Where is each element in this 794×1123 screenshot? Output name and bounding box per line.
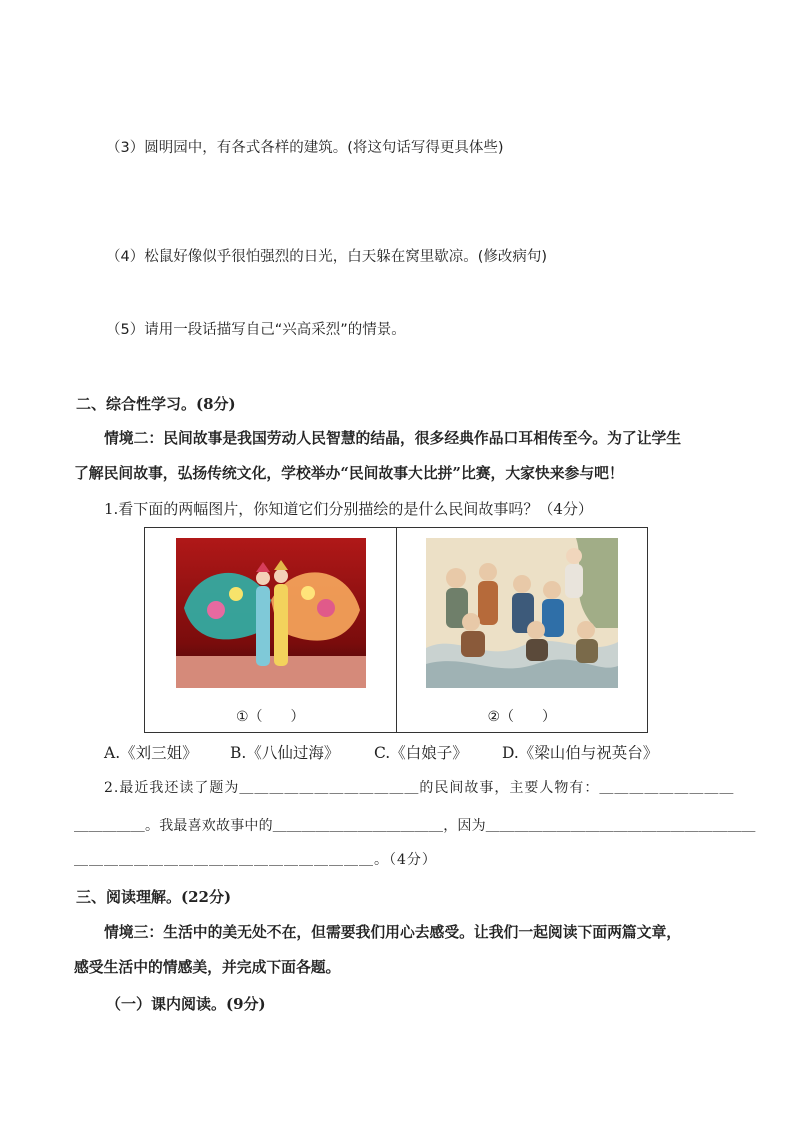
option-a: A.《刘三姐》: [104, 744, 198, 762]
picture-cell-2: [396, 528, 648, 733]
question-3: （3）圆明园中，有各式各样的建筑。(将这句话写得更具体些): [106, 140, 504, 156]
eight-immortals-picture: [426, 538, 618, 688]
section-2-question-2-line-3: ＿＿＿＿＿＿＿＿＿＿＿＿＿＿＿＿＿＿＿＿。（4分）: [74, 852, 437, 868]
opera-butterfly-picture: [176, 538, 366, 688]
section-2-heading: 二、综合性学习。(8分): [76, 395, 236, 413]
option-d: D.《梁山伯与祝英台》: [502, 744, 659, 762]
picture-cell-1: [145, 528, 397, 733]
picture-table: [144, 527, 648, 733]
option-c: C.《白娘子》: [374, 744, 468, 762]
scenario-2-line-1: 情境二：民间故事是我国劳动人民智慧的结晶，很多经典作品口耳相传至今。为了让学生: [104, 430, 682, 447]
section-3-subheading: （一）课内阅读。(9分): [106, 995, 266, 1013]
scenario-3-line-2: 感受生活中的情感美，并完成下面各题。: [74, 959, 341, 976]
section-2-question-2-line-2: ＿＿＿＿＿。我最喜欢故事中的＿＿＿＿＿＿＿＿＿＿＿＿，因为＿＿＿＿＿＿＿＿＿＿＿＿＿＿＿＿＿＿＿: [74, 818, 756, 834]
option-b: B.《八仙过海》: [230, 744, 340, 762]
section-2-question-2-line-1: 2.最近我还读了题为＿＿＿＿＿＿＿＿＿＿＿＿的民间故事，主要人物有：＿＿＿＿＿＿＿＿＿: [104, 780, 735, 796]
question-5: （5）请用一段话描写自己“兴高采烈”的情景。: [106, 322, 406, 338]
scenario-2-line-2: 了解民间故事，弘扬传统文化，学校举办“民间故事大比拼”比赛，大家快来参与吧！: [74, 465, 624, 482]
scenario-3-line-1: 情境三：生活中的美无处不在，但需要我们用心去感受。让我们一起阅读下面两篇文章，: [104, 924, 682, 941]
section-3-heading: 三、阅读理解。(22分): [76, 888, 232, 906]
question-4: （4）松鼠好像似乎很怕强烈的日光，白天躲在窝里歇凉。(修改病句): [106, 249, 548, 265]
section-2-question-1: 1.看下面的两幅图片，你知道它们分别描绘的是什么民间故事吗？（4分）: [104, 500, 593, 518]
caption-2: ②（ ）: [487, 709, 557, 725]
caption-1: ①（ ）: [235, 709, 305, 725]
